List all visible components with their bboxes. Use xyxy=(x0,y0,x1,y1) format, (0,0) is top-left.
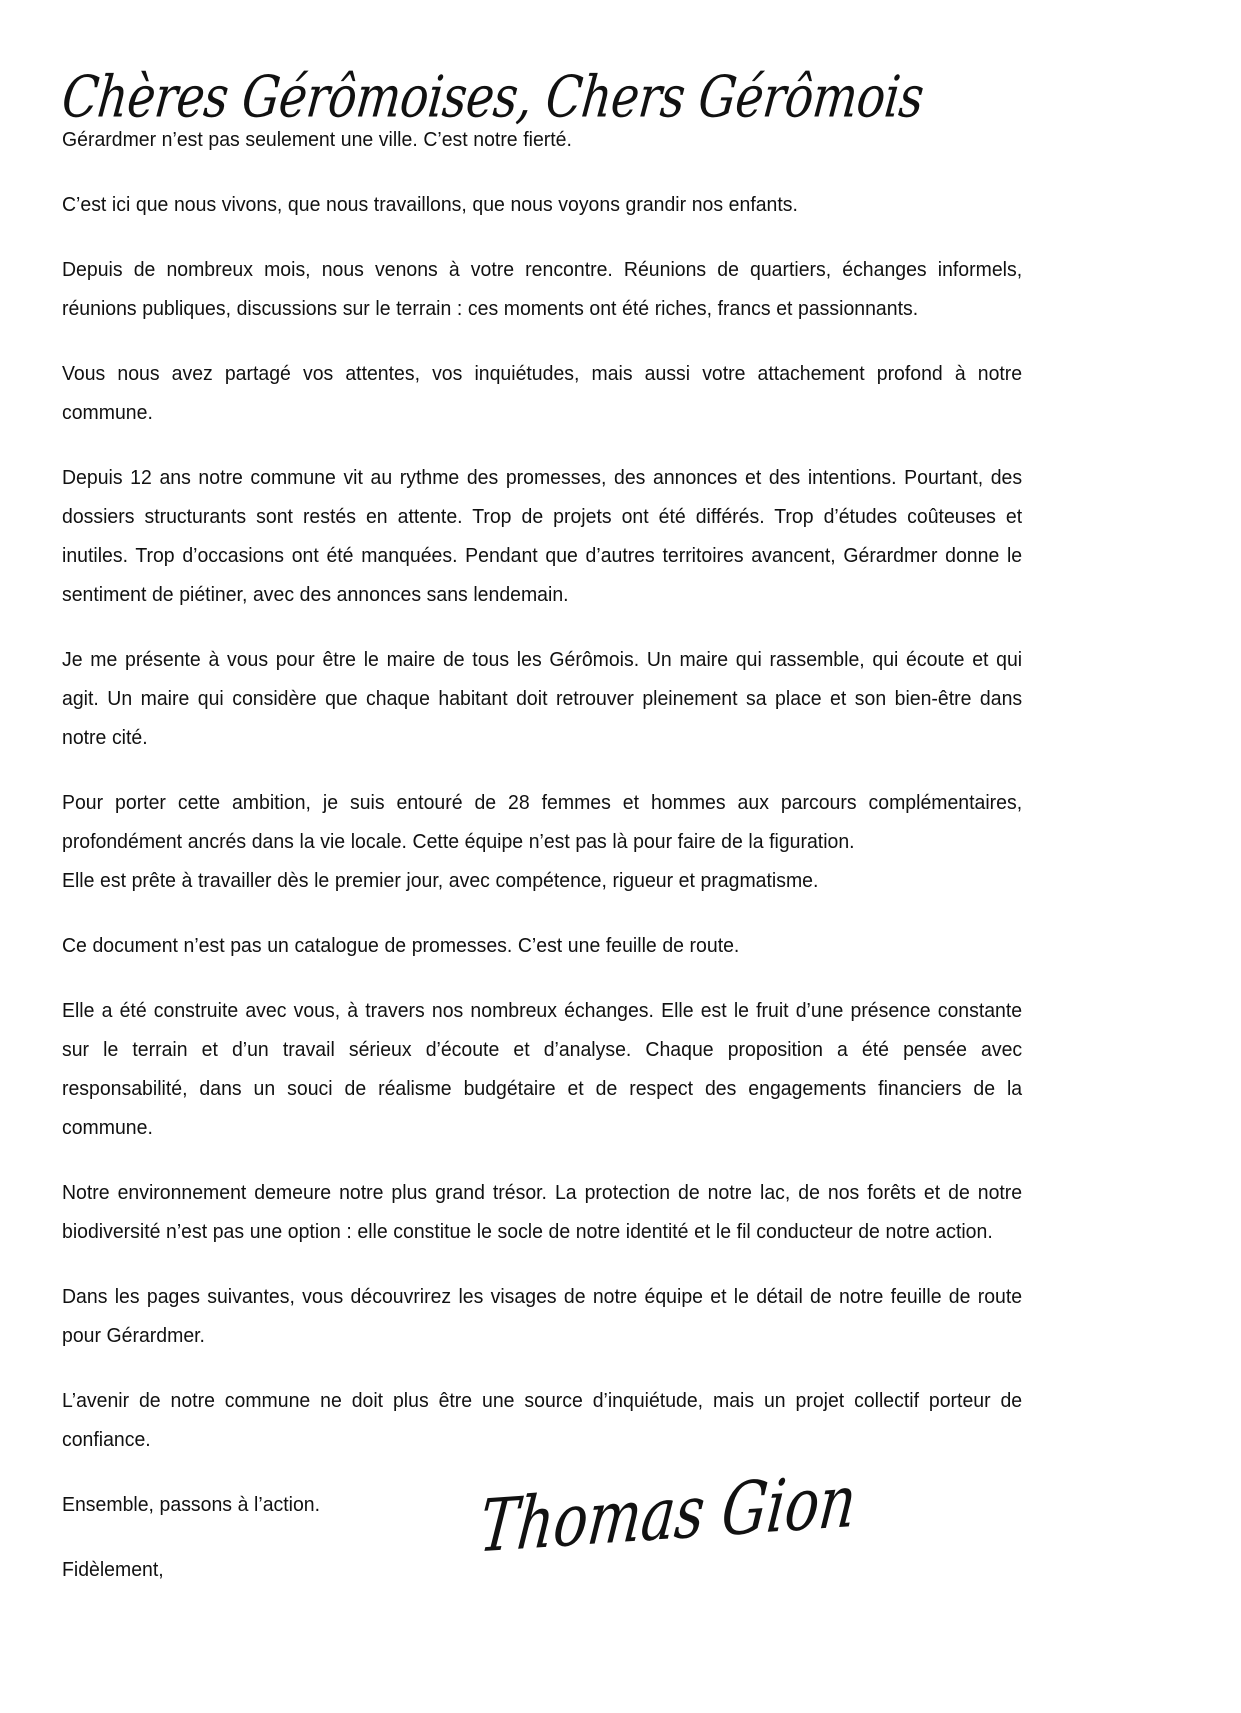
paragraph-10: Notre environnement demeure notre plus grand trésor. La protection de notre lac, de nos forêts et de notre biodiversité n’est pas une option : elle constitue le socle de notre identité et le fil conducteur de notre action. xyxy=(62,1181,1023,1243)
paragraph-7-team-ready: Elle est prête à travailler dès le premier jour, avec compétence, rigueur et pragmatisme. xyxy=(62,869,819,892)
paragraph-2: C’est ici que nous vivons, que nous travaillons, que nous voyons grandir nos enfants. xyxy=(62,193,798,216)
paragraph-1: Gérardmer n’est pas seulement une ville. C’est notre fierté. xyxy=(62,128,572,151)
closing-salutation: Fidèlement, xyxy=(62,1558,164,1581)
paragraph-11: Dans les pages suivantes, vous découvrirez les visages de notre équipe et le détail de notre feuille de route pour Gérardmer. xyxy=(62,1285,1023,1347)
paragraph-4: Vous nous avez partagé vos attentes, vos inquiétudes, mais aussi votre attachement profond à notre commune. xyxy=(62,362,1023,424)
paragraph-6: Je me présente à vous pour être le maire de tous les Gérômois. Un maire qui rassemble, qui écoute et qui agit. Un maire qui considère que chaque habitant doit retrouver pleinement sa place et son bien-être dans notre cité. xyxy=(62,648,1023,749)
paragraph-5: Depuis 12 ans notre commune vit au rythme des promesses, des annonces et des intentions. Pourtant, des dossiers structurants sont restés en attente. Trop de projets ont été différés. Trop d’études coûteuses et inutiles. Trop d’occasions ont été manquées. Pendant que d’autres territoires avancent, Gérardmer donne le sentiment de piétiner, avec des annonces sans lendemain. xyxy=(62,466,1023,606)
paragraph-12: L’avenir de notre commune ne doit plus être une source d’inquiétude, mais un projet collectif porteur de confiance. xyxy=(62,1389,1023,1451)
paragraph-13-call-to-action: Ensemble, passons à l’action. xyxy=(62,1493,321,1516)
signature-block xyxy=(475,1459,900,1680)
signature-name: Thomas Gion xyxy=(475,1459,860,1570)
paragraph-9: Elle a été construite avec vous, à travers nos nombreux échanges. Elle est le fruit d’une présence constante sur le terrain et d’un travail sérieux d’écoute et d’analyse. Chaque proposition a été pensée avec responsabilité, dans un souci de réalisme budgétaire et de respect des engagements financiers de la commune. xyxy=(62,999,1023,1139)
letter-body xyxy=(62,120,1022,1589)
paragraph-8: Ce document n’est pas un catalogue de promesses. C’est une feuille de route. xyxy=(62,934,740,957)
paragraph-3: Depuis de nombreux mois, nous venons à votre rencontre. Réunions de quartiers, échanges informels, réunions publiques, discussions sur le terrain : ces moments ont été riches, francs et passionnants. xyxy=(62,258,1023,320)
letter-heading: Chères Gérômoises, Chers Gérômois xyxy=(58,64,927,132)
paragraph-7-team-intro: Pour porter cette ambition, je suis entouré de 28 femmes et hommes aux parcours complémentaires, profondément ancrés dans la vie locale. Cette équipe n’est pas là pour faire de la figuration. xyxy=(62,791,1023,853)
